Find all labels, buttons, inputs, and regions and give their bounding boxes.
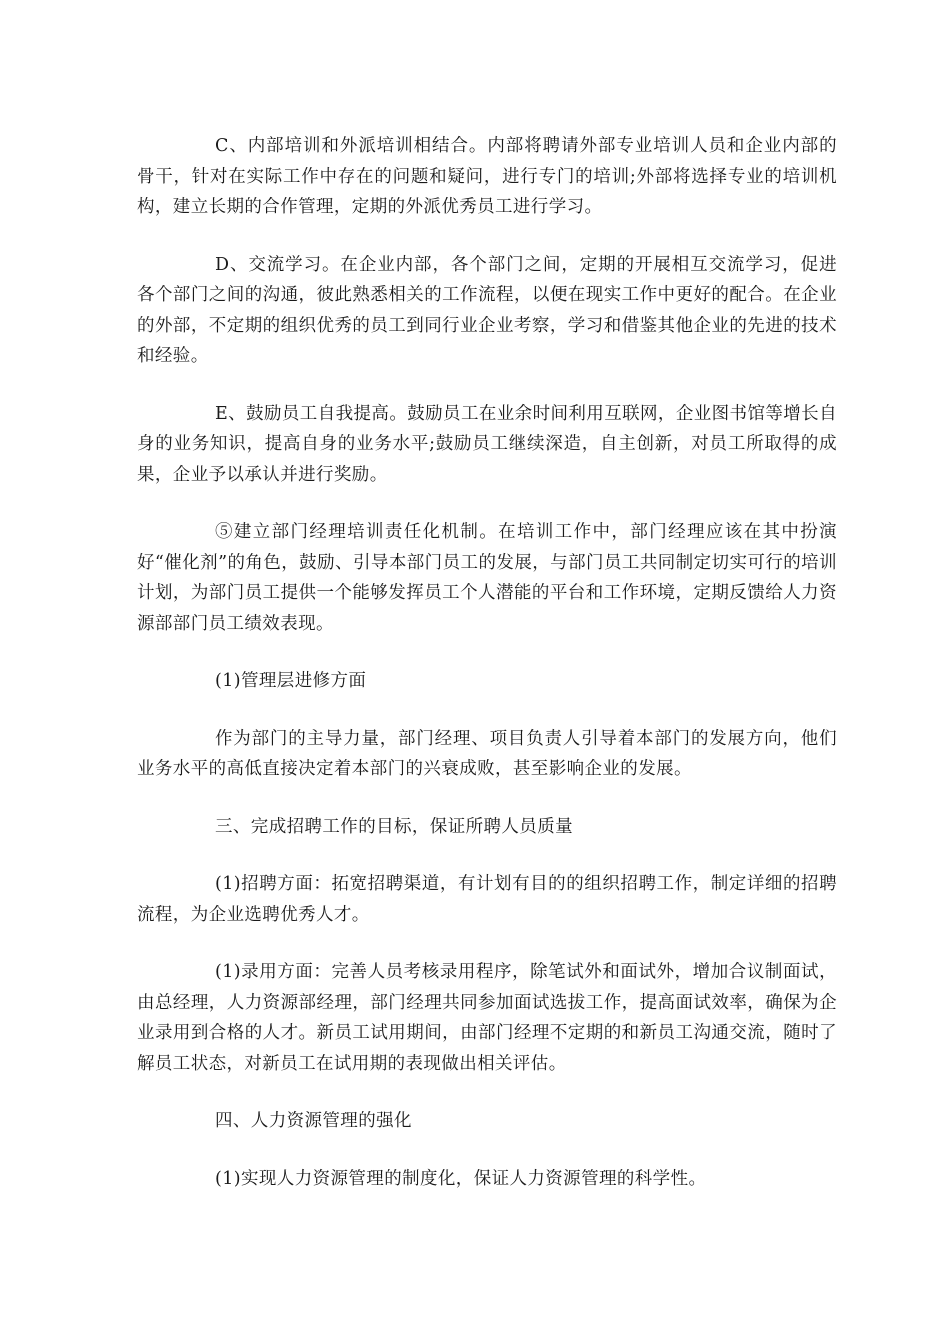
paragraph-recruitment: (1)招聘方面：拓宽招聘渠道，有计划有目的的组织招聘工作，制定详细的招聘流程，为企业选聘优秀人才。 [137,874,837,925]
heading-recruitment-goal: 三、完成招聘工作的目标，保证所聘人员质量 [215,816,573,837]
paragraph-exchange-learning: D、交流学习。在企业内部，各个部门之间，定期的开展相互交流学习，促进各个部门之间的沟通，彼此熟悉相关的工作流程，以便在现实工作中更好的配合。在企业的外部，不定期的组织优秀的员工到同行业企业考察，学习和借鉴其他企业的先进的技术和经验。 [137,254,837,366]
paragraph-self-improvement: E、鼓励员工自我提高。鼓励员工在业余时间利用互联网，企业图书馆等增长自身的业务知识，提高自身的业务水平;鼓励员工继续深造，自主创新，对员工所取得的成果，企业予以承认并进行奖励。 [137,403,837,485]
heading-hr-strengthening: 四、人力资源管理的强化 [215,1111,412,1131]
heading-management-study: (1)管理层进修方面 [215,671,367,691]
paragraph-management-role: 作为部门的主导力量，部门经理、项目负责人引导着本部门的发展方向，他们业务水平的高低直接决定着本部门的兴衰成败，甚至影响企业的发展。 [137,728,837,779]
paragraph-hiring: (1)录用方面：完善人员考核录用程序，除笔试外和面试外，增加合议制面试，由总经理，人力资源部经理，部门经理共同参加面试选拔工作，提高面试效率，确保为企业录用到合格的人才。新员工试用期间，由部门经理不定期的和新员工沟通交流，随时了解员工状态，对新员工在试用期的表现做出相关评估。 [137,962,837,1074]
paragraph-internal-external-training: C、内部培训和外派培训相结合。内部将聘请外部专业培训人员和企业内部的骨干，针对在实际工作中存在的问题和疑问，进行专门的培训;外部将选择专业的培训机构，建立长期的合作管理，定期的外派优秀员工进行学习。 [137,136,837,217]
document-body [137,131,837,1221]
paragraph-manager-training-mechanism: ⑤建立部门经理培训责任化机制。在培训工作中，部门经理应该在其中扮演好“催化剂”的角色，鼓励、引导本部门员工的发展，与部门员工共同制定切实可行的培训计划，为部门员工提供一个能够发挥员工个人潜能的平台和工作环境，定期反馈给人力资源部部门员工绩效表现。 [137,522,837,634]
paragraph-hr-institutionalization: (1)实现人力资源管理的制度化，保证人力资源管理的科学性。 [215,1168,707,1189]
